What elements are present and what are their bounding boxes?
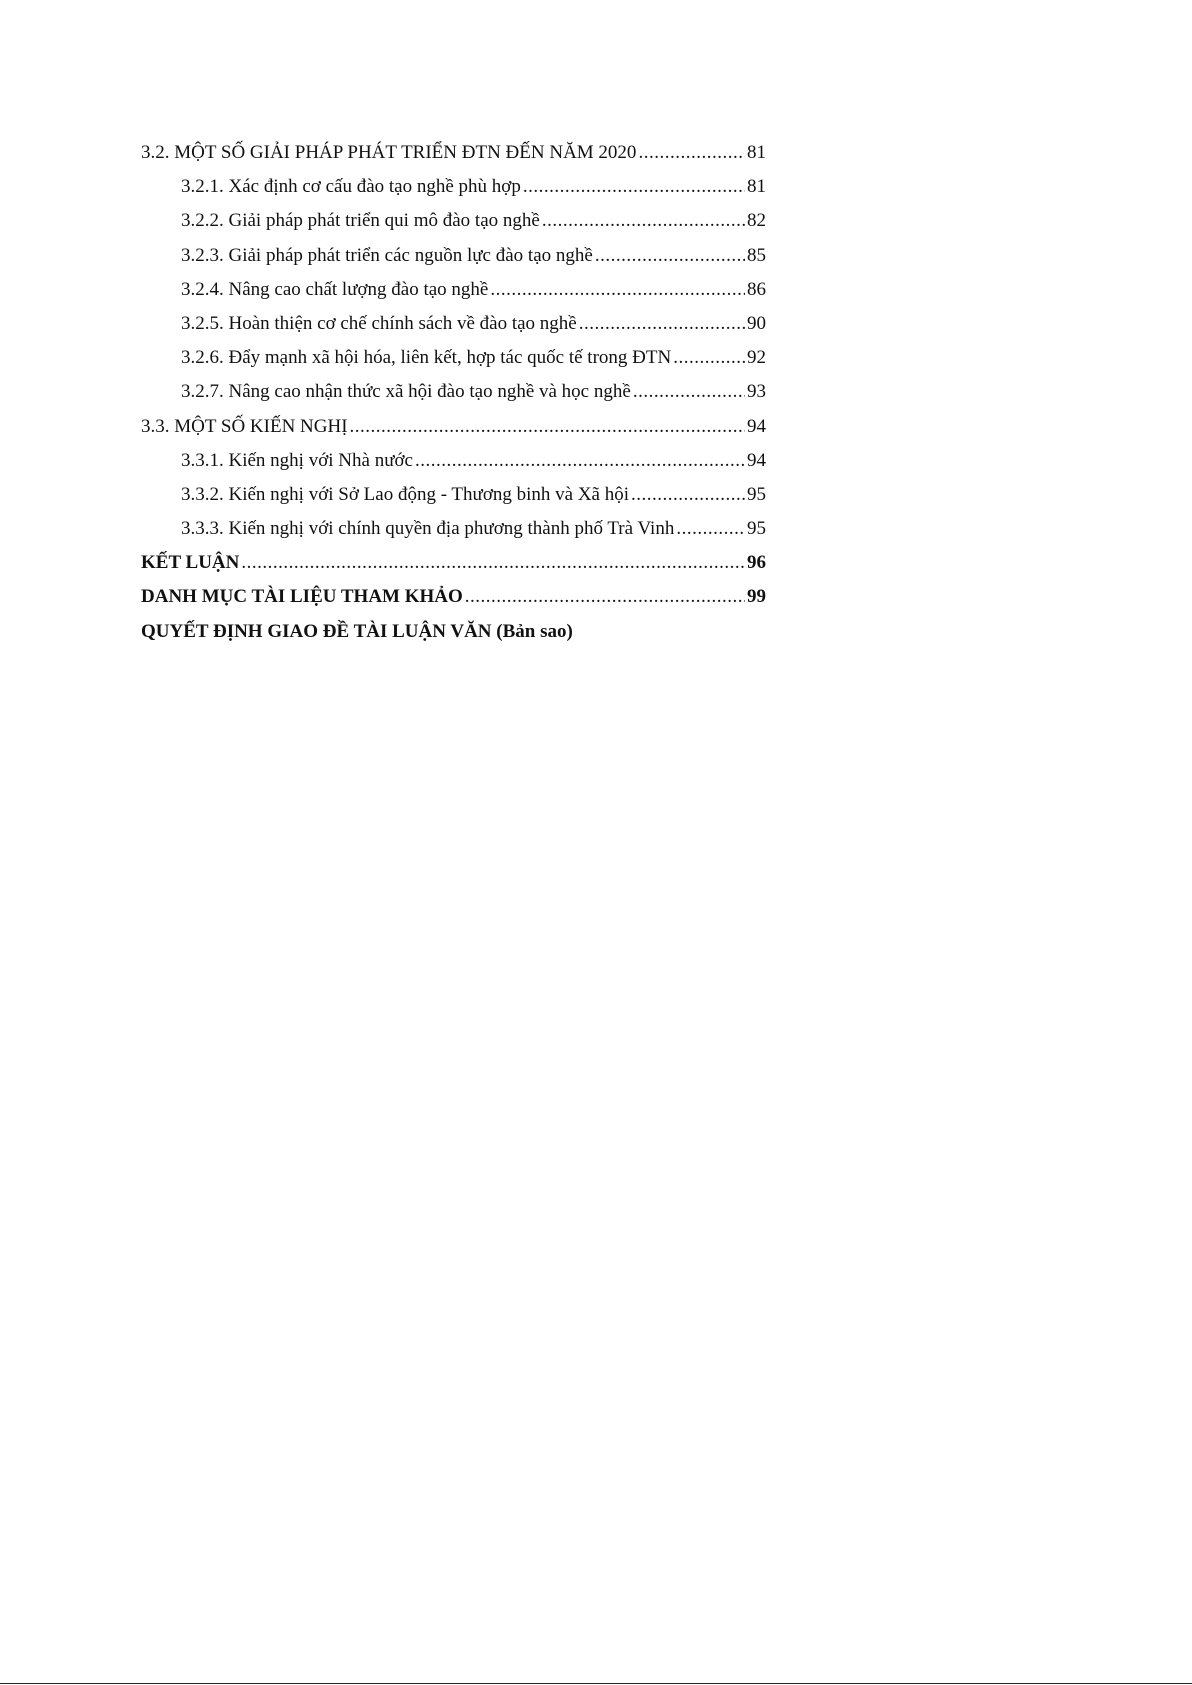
toc-entry[interactable]	[141, 341, 766, 375]
toc-dot-leader	[523, 170, 745, 204]
toc-entry-title: 3.3.1. Kiến nghị với Nhà nước	[181, 449, 413, 471]
toc-dot-leader	[676, 512, 745, 546]
toc-entry[interactable]	[141, 136, 766, 170]
toc-entry-page: 99	[747, 586, 766, 608]
toc-dot-leader	[638, 136, 745, 170]
toc-entry-title: KẾT LUẬN	[141, 552, 240, 574]
toc-dot-leader	[631, 478, 745, 512]
toc-entry[interactable]	[141, 478, 766, 512]
toc-entry-title: 3.2.6. Đẩy mạnh xã hội hóa, liên kết, hợp tác quốc tế trong ĐTN	[181, 347, 672, 369]
toc-dot-leader	[579, 307, 745, 341]
toc-entry-title: 3.2.3. Giải pháp phát triển các nguồn lực đào tạo nghề	[181, 244, 593, 266]
toc-entry-page: 92	[747, 347, 766, 369]
toc-entry-title: 3.2.2. Giải pháp phát triển qui mô đào tạo nghề	[181, 210, 540, 232]
toc-entry-page: 82	[747, 210, 766, 232]
page-bottom-divider	[0, 1683, 1192, 1684]
toc-entry-page: 94	[747, 449, 766, 471]
toc-dot-leader	[633, 375, 745, 409]
toc-entry-page: 81	[747, 142, 766, 163]
toc-dot-leader	[241, 546, 745, 580]
toc-entry[interactable]	[141, 239, 766, 273]
toc-entry[interactable]	[141, 512, 766, 546]
toc-entry-title: 3.3.3. Kiến nghị với chính quyền địa phương thành phố Trà Vinh	[181, 518, 675, 540]
toc-entry-page: 95	[747, 518, 766, 540]
toc-entry[interactable]	[141, 170, 766, 204]
toc-entry[interactable]	[141, 444, 766, 478]
toc-entry-title: 3.2.1. Xác định cơ cấu đào tạo nghề phù hợp	[181, 176, 521, 198]
toc-entry-page: 95	[747, 483, 766, 505]
toc-entry-page: 81	[747, 176, 766, 198]
toc-entry-page: 96	[747, 552, 766, 574]
table-of-contents	[141, 136, 766, 649]
toc-dot-leader	[415, 444, 745, 478]
toc-entry-page: 86	[747, 278, 766, 300]
toc-dot-leader	[595, 239, 745, 273]
toc-dot-leader	[490, 273, 745, 307]
toc-entry-title: 3.2. MỘT SỐ GIẢI PHÁP PHÁT TRIỂN ĐTN ĐẾN NĂM 2020	[141, 142, 637, 163]
toc-entry[interactable]	[141, 375, 766, 409]
toc-dot-leader	[673, 341, 745, 375]
toc-entry[interactable]	[141, 410, 766, 444]
toc-entry[interactable]	[141, 546, 766, 580]
toc-entry-page: 93	[747, 381, 766, 403]
toc-dot-leader	[350, 410, 745, 444]
toc-entry-title: DANH MỤC TÀI LIỆU THAM KHẢO	[141, 586, 463, 608]
toc-dot-leader	[542, 204, 745, 238]
toc-entry-title: 3.2.5. Hoàn thiện cơ chế chính sách về đào tạo nghề	[181, 312, 577, 334]
toc-entry-title: 3.3.2. Kiến nghị với Sở Lao động - Thương binh và Xã hội	[181, 483, 630, 505]
toc-dot-leader	[465, 580, 745, 614]
toc-entry[interactable]	[141, 615, 766, 649]
toc-entry-title: QUYẾT ĐỊNH GIAO ĐỀ TÀI LUẬN VĂN (Bản sao)	[141, 620, 573, 642]
toc-entry[interactable]	[141, 204, 766, 238]
toc-entry[interactable]	[141, 307, 766, 341]
toc-entry-page: 85	[747, 244, 766, 266]
toc-entry[interactable]	[141, 273, 766, 307]
toc-entry-title: 3.2.4. Nâng cao chất lượng đào tạo nghề	[181, 278, 489, 300]
toc-entry-page: 94	[747, 415, 766, 437]
toc-entry-title: 3.2.7. Nâng cao nhận thức xã hội đào tạo nghề và học nghề	[181, 381, 631, 403]
toc-entry[interactable]	[141, 580, 766, 614]
toc-entry-title: 3.3. MỘT SỐ KIẾN NGHỊ	[141, 415, 348, 437]
toc-entry-page: 90	[747, 312, 766, 334]
